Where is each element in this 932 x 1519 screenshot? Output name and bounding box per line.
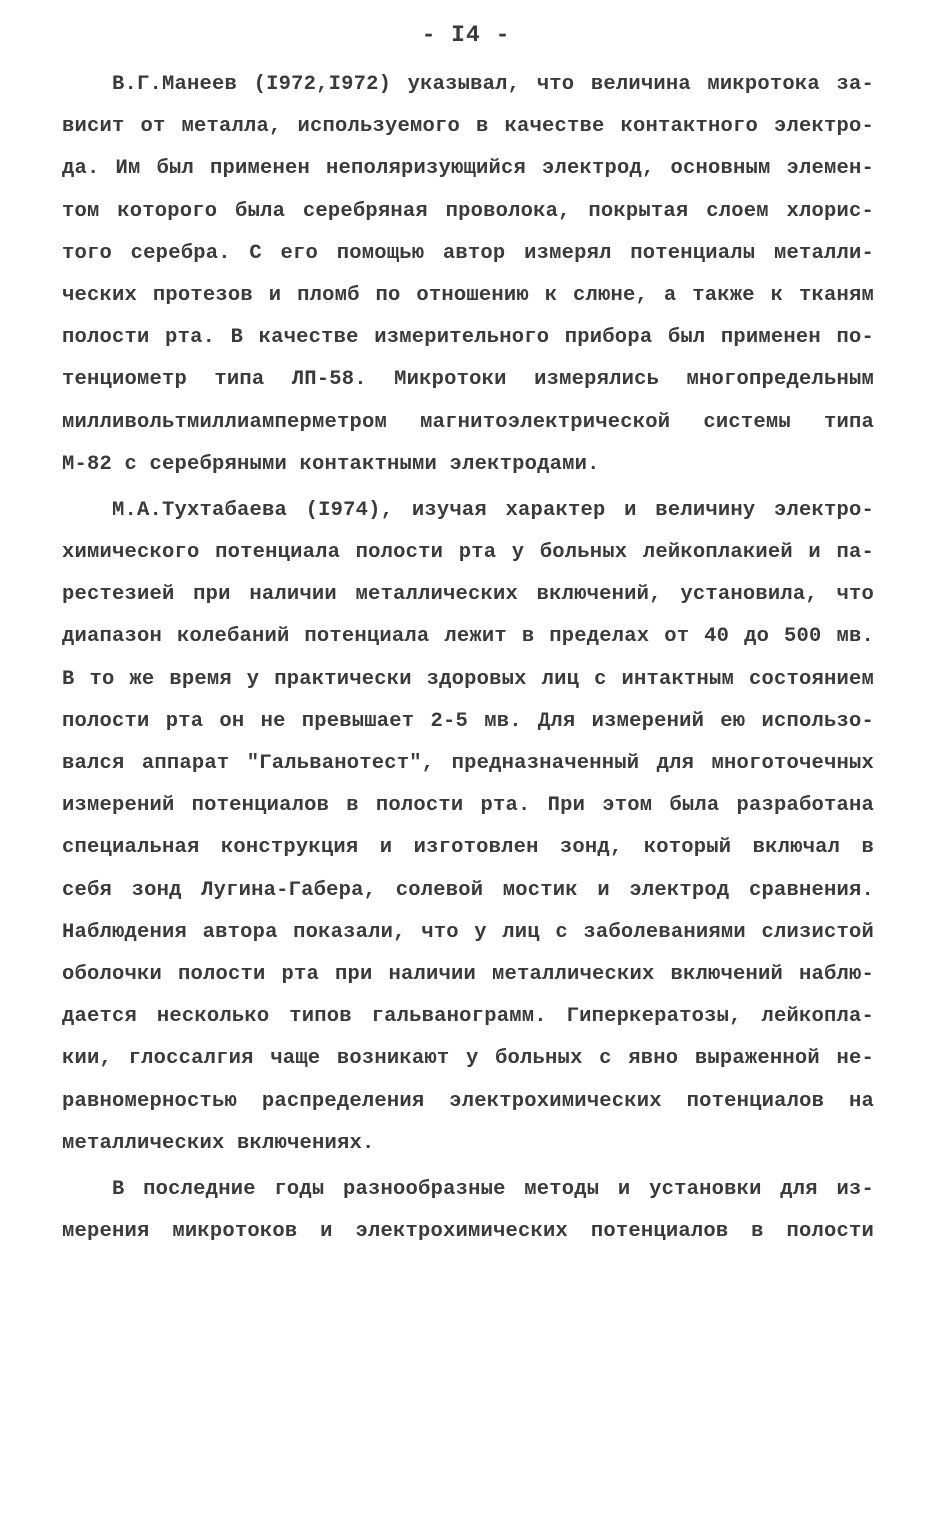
text-line: того серебра. С его помощью автор измерял потенциалы металли- [62, 241, 874, 265]
text-line: Наблюдения автора показали, что у лиц с заболеваниями слизистой [62, 920, 874, 944]
body-text [62, 64, 874, 1253]
text-line: В.Г.Манеев (I972,I972) указывал, что величина микротока за- [112, 73, 874, 96]
text-line: вался аппарат "Гальванотест", предназначенный для многоточечных [62, 752, 874, 775]
text-line: измерений потенциалов в полости рта. При этом была разработана [62, 794, 874, 818]
text-line: специальная конструкция и изготовлен зонд, который включал в [62, 836, 874, 860]
text-line: М-82 с серебряными контактными электродами. [62, 452, 600, 476]
text-line: оболочки полости рта при наличии металлических включений наблю- [62, 962, 874, 986]
text-line: ческих протезов и пломб по отношению к слюне, а также к тканям [62, 283, 874, 307]
text-line: М.А.Тухтабаева (I974), изучая характер и величину электро- [112, 498, 874, 522]
text-line: В последние годы разнообразные методы и установки для из- [112, 1177, 874, 1201]
paragraph-tukhtabaeva [62, 490, 874, 1165]
text-line: химического потенциала полости рта у больных лейкоплакией и па- [62, 541, 874, 565]
text-line: рестезией при наличии металлических включений, установила, что [62, 583, 874, 607]
text-line: мерения микротоков и электрохимических потенциалов в полости [62, 1220, 874, 1244]
text-line: полости рта он не превышает 2-5 мв. Для измерений ею использо- [62, 709, 874, 733]
text-line: тенциометр типа ЛП-58. Микротоки измерялись многопредельным [62, 368, 874, 392]
text-line: том которого была серебряная проволока, покрытая слоем хлорис- [62, 199, 874, 223]
text-line: металлических включениях. [62, 1131, 375, 1155]
text-line: милливольтмиллиамперметром магнитоэлектрической системы типа [62, 410, 874, 434]
text-line: полости рта. В качестве измерительного прибора был применен по- [62, 326, 874, 350]
text-line: дается несколько типов гальванограмм. Гиперкератозы, лейкопла- [62, 1005, 874, 1029]
paragraph-recent-years [62, 1169, 874, 1253]
text-line: равномерностью распределения электрохимических потенциалов на [62, 1089, 874, 1113]
text-line: В то же время у практически здоровых лиц с интактным состоянием [62, 667, 874, 691]
paragraph-maneev [62, 64, 874, 486]
text-line: себя зонд Лугина-Габера, солевой мостик и электрод сравнения. [62, 878, 874, 902]
text-line: диапазон колебаний потенциала лежит в пределах от 40 до 500 мв. [62, 625, 874, 649]
text-line: да. Им был применен неполяризующийся электрод, основным элемен- [62, 157, 874, 181]
text-line: кии, глоссалгия чаще возникают у больных с явно выраженной не- [62, 1047, 874, 1071]
text-line: висит от металла, используемого в качестве контактного электро- [62, 115, 874, 139]
page-number: - I4 - [421, 22, 511, 48]
